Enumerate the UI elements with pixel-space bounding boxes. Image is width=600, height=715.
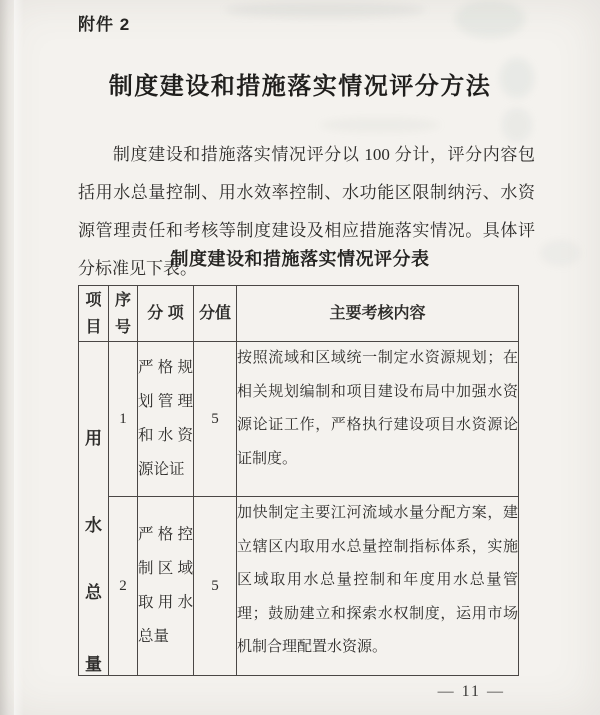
- col-header-content: 主要考核内容: [237, 286, 519, 342]
- page-number: — 11 —: [437, 683, 505, 700]
- score-value-cell: 5: [194, 497, 237, 676]
- category-char: 水: [85, 516, 102, 535]
- category-vertical-text: [79, 342, 108, 675]
- table-header-row: [79, 286, 519, 342]
- document-title: 制度建设和措施落实情况评分方法: [108, 73, 492, 100]
- bleed-through-spot: [225, 2, 425, 18]
- serial-number-cell: 1: [109, 342, 138, 497]
- category-cell-water-total: [79, 342, 109, 676]
- serial-number-cell: 2: [109, 497, 138, 676]
- category-char: 总: [85, 583, 102, 602]
- table-title: 制度建设和措施落实情况评分表: [170, 249, 430, 269]
- table-row: [79, 497, 519, 676]
- bleed-through-spot: [320, 118, 440, 132]
- assessment-content-cell: 按照流域和区域统一制定水资源规划；在相关规划编制和项目建设布局中加强水资源论证工作，严格执行建设项目水资源论证制度。: [237, 342, 519, 497]
- subitem-cell: 严格控制区域取用水总量: [138, 497, 194, 676]
- score-value-cell: 5: [194, 342, 237, 497]
- subitem-cell: 严格规划管理和水资源论证: [138, 342, 194, 497]
- bleed-through-spot: [455, 0, 525, 38]
- intro-paragraph: 制度建设和措施落实情况评分以 100 分计，评分内容包括用水总量控制、用水效率控制、水功能区限制纳污、水资源管理责任和考核等制度建设及相应措施落实情况。具体评分标准见下表。: [78, 145, 535, 278]
- col-header-score: 分值: [194, 286, 237, 342]
- scan-highlight-left-band: [14, 0, 24, 715]
- col-header-project: 项目: [79, 286, 109, 342]
- scan-shadow-left-edge: [0, 0, 14, 715]
- assessment-content-cell: 加快制定主要江河流域水量分配方案，建立辖区内取用水总量控制指标体系，实施区域取用水总量控制和年度用水总量管理；鼓励建立和探索水权制度，运用市场机制合理配置水资源。: [237, 497, 519, 676]
- category-char: 用: [85, 429, 102, 448]
- col-header-subitem: 分 项: [138, 286, 194, 342]
- attachment-label: 附件 2: [78, 15, 131, 34]
- category-char: 量: [85, 655, 102, 674]
- col-header-serial: 序号: [109, 286, 138, 342]
- table-row: [79, 342, 519, 497]
- score-table: [78, 285, 519, 676]
